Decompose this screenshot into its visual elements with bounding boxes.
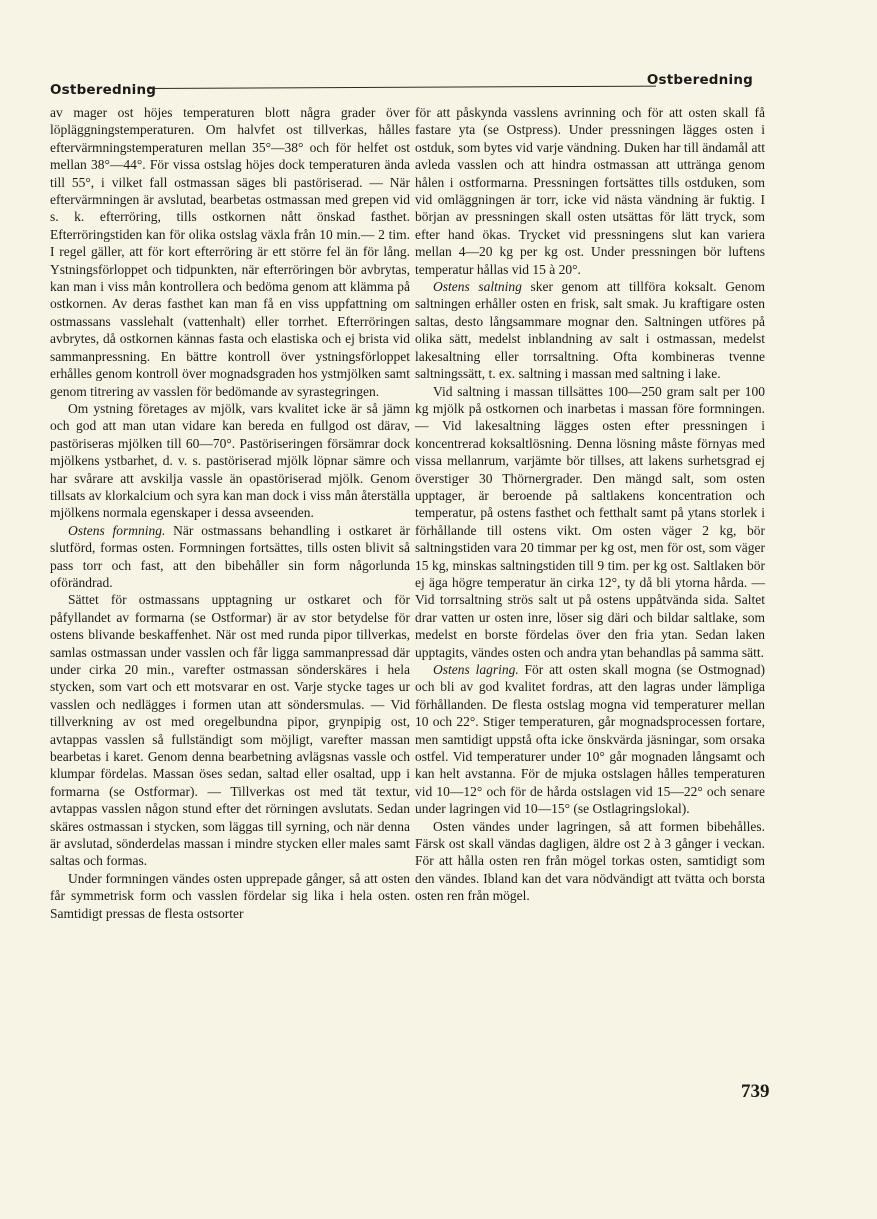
section-heading: Ostens saltning bbox=[433, 279, 522, 295]
paragraph-text: När ostmassans behandling i ostkaret är slutförd, formas osten. Formningen fortsättes, tills osten blivit så pass torr och fast, att den bibehåller sin form någorlunda oförändrad. bbox=[50, 522, 410, 590]
paragraph: Osten vändes under lagringen, så att formen bibehålles. Färsk ost skall vändas dagligen, äldre ost 2 à 3 gånger i veckan. För att hålla osten ren från mögel torkas osten, samtidigt som den vändes. Ibland kan det vara nödvändigt att tvätta och borsta osten ren från mögel. bbox=[415, 818, 765, 904]
paragraph bbox=[415, 278, 765, 382]
left-column bbox=[50, 104, 410, 922]
running-header-right: Ostberedning bbox=[646, 72, 753, 88]
header-rule bbox=[147, 86, 656, 89]
paragraph-text: sker genom att tillföra koksalt. Genom saltningen erhåller osten en frisk, salt smak. Ju kraftigare osten saltas, desto långsammare mognar den. Saltningen utföres på olika sätt, medelst inblandning av salt i ostmassan, medelst lakesaltning eller torrsaltning. Ofta kombineras tvenne saltningssätt, t. ex. saltning i massan med saltning i lake. bbox=[415, 279, 765, 382]
section-heading: Ostens formning. bbox=[68, 522, 166, 538]
paragraph: av mager ost höjes temperaturen blott några grader över löpläggningstemperaturen. Om halvfet ost tillverkas, hålles eftervärmningstemperaturen mellan 35°—38° och för helfet ost mellan 38°—44°. För vissa ostslag höjes dock temperaturen ända till 55°, i vilket fall ostmassan säges bli pastöriserad. — När eftervärmningen är avslutad, bearbetas ostmassan med grepen vid s. k. efterröring, tills ostkornen nått önskad fasthet. Efterröringstiden kan för olika ostslag växla från 10 min.— 2 tim. I regel gäller, att för kort efterröring är ett större fel än för lång. Ystningsförloppet och tidpunkten, när efterröringen bör avbrytas, kan man i viss mån kontrollera och bedöma genom att klämma på ostkornen. Av deras fasthet kan man få en viss uppfattning om ostmassans vasslehalt (vattenhalt) eller torrhet. Efterröringen avbrytes, då ostkornen kännas fasta och elastiska och ej brista vid sammanpressning. En bättre kontroll över ystningsförloppet erhålles genom kontroll över mognadsgraden hos ystmjölken samt genom titrering av vasslen för bedömande av syrastegringen. bbox=[50, 105, 410, 399]
paragraph: Om ystning företages av mjölk, vars kvalitet icke är så jämn och god att man utan vidare kan bereda en fullgod ost därav, pastöriseras mjölken till 60—70°. Pastöriseringen försämrar dock mjölkens ystbarhet, d. v. s. pastöriserad mjölk löpnar sämre och har svårare att avskilja vassle än opastöriserad mjölk. Genom tillsats av klorkalcium och syra kan man dock i viss mån återställa mjölkens normala egenskaper i dessa avseenden. bbox=[50, 400, 410, 521]
paragraph: Sättet för ostmassans upptagning ur ostkaret och för påfyllandet av formarna (se Ostformar) är av stor betydelse för ostens blivande beskaffenhet. När ost med runda pipor tillverkas, samlas ostmassan under vasslen och får ligga sammanpressad där under cirka 20 min., varefter ostmassan sönderskäres i hela stycken, som vart och ett motsvarar en ost. Varje stycke tages ur vasslen och nedlägges i formen utan att söndersmulas. — Vid tillverkning av ost med oregelbundna pipor, grynpipig ost, avtappas vasslen så fullständigt som möjligt, varefter massan bearbetas i karet. Genom denna bearbetning avlägsnas vassle och klumpar fördelas. Massan öses sedan, saltad eller osaltad, upp i formarna (se Ostformar). — Tillverkas ost med tät textur, avtappas vasslen någon stund efter det rörningen avslutats. Sedan skäres ostmassan i stycken, som läggas till syrning, och när denna är avslutad, sönderdelas massan i mindre stycken eller males samt saltas och formas. bbox=[50, 592, 410, 869]
page-number: 739 bbox=[741, 1081, 770, 1102]
paragraph: för att påskynda vasslens avrinning och för att osten skall få fastare yta (se Ostpress). Under pressningen lägges osten i ostduk, som bytes vid varje vändning. Duken har till ändamål att avleda vasslen och att hindra ostmassan att uttränga genom hålen i ostformarna. Pressningen fortsättes tills ostduken, som vid omläggningen är torr, icke vid nästa vändning är fuktig. I början av pressningen skall osten utsättas för lätt tryck, som efter hand ökas. Trycket vid pressningens slut kan variera mellan 4—20 kg per kg ost. Under pressningen bör luftens temperatur hållas vid 15 à 20°. bbox=[415, 105, 765, 277]
section-heading: Ostens lagring. bbox=[433, 662, 519, 677]
running-header-left: Ostberedning bbox=[50, 82, 157, 98]
paragraph-text: För att osten skall mogna (se Ostmognad) och bli av god kvalitet fordras, att den lagras under lämpliga förhållanden. De flesta ostslag mogna vid temperaturer mellan 10 och 22°. Stiger temperaturen, går mognadsprocessen fortare, men samtidigt uppstå ofta icke önskvärda jäsningar, som orsaka ostfel. Vid temperaturer under 10° går mognaden långsamt och kan helt avstanna. För de mjuka ostslagen hålles temperaturen vid 10—12° och för de hårda ostslagen vid 15—22° och senare under lagringen vid 10—15° (se Ostlagringslokal). bbox=[415, 662, 765, 817]
paragraph: Vid saltning i massan tillsättes 100—250 gram salt per 100 kg mjölk på ostkornen och inarbetas i massan före formningen. — Vid lakesaltning lägges osten efter pressningen i koncentrerad koksaltlösning. Denna lösning måste förnyas med vissa mellanrum, varjämte bör tillses, att lakens surhetsgrad ej överstiger 30 Thörnergrader. Den mängd salt, som osten upptager, är beroende på saltlakens koncentration och temperatur, på ostens fasthet och fetthalt samt på ytans storlek i förhållande till ostens vikt. Om osten väger 2 kg, bör saltningstiden vara 20 timmar per kg ost, men för ost, som väger 15 kg, minskas saltningstiden till 9 tim. per kg ost. Saltlaken bör ej äga högre temperatur än cirka 12°, ty då bli ytorna hårda. — Vid torrsaltning strös salt ut på ostens uppåtvända sida. Saltet drar vatten ur osten inre, löser sig däri och bildar saltlake, som medelst en borste fördelas över den fria ytan. Sedan laken upptagits, vändes osten och andra ytan behandlas på samma sätt. bbox=[415, 383, 765, 660]
right-column bbox=[415, 104, 765, 905]
paragraph bbox=[415, 661, 765, 818]
paragraph bbox=[50, 522, 410, 592]
paragraph: Under formningen vändes osten upprepade gånger, så att osten får symmetrisk form och vasslen fördelar sig lika i hela osten. Samtidigt pressas de flesta ostsorter bbox=[50, 870, 410, 921]
